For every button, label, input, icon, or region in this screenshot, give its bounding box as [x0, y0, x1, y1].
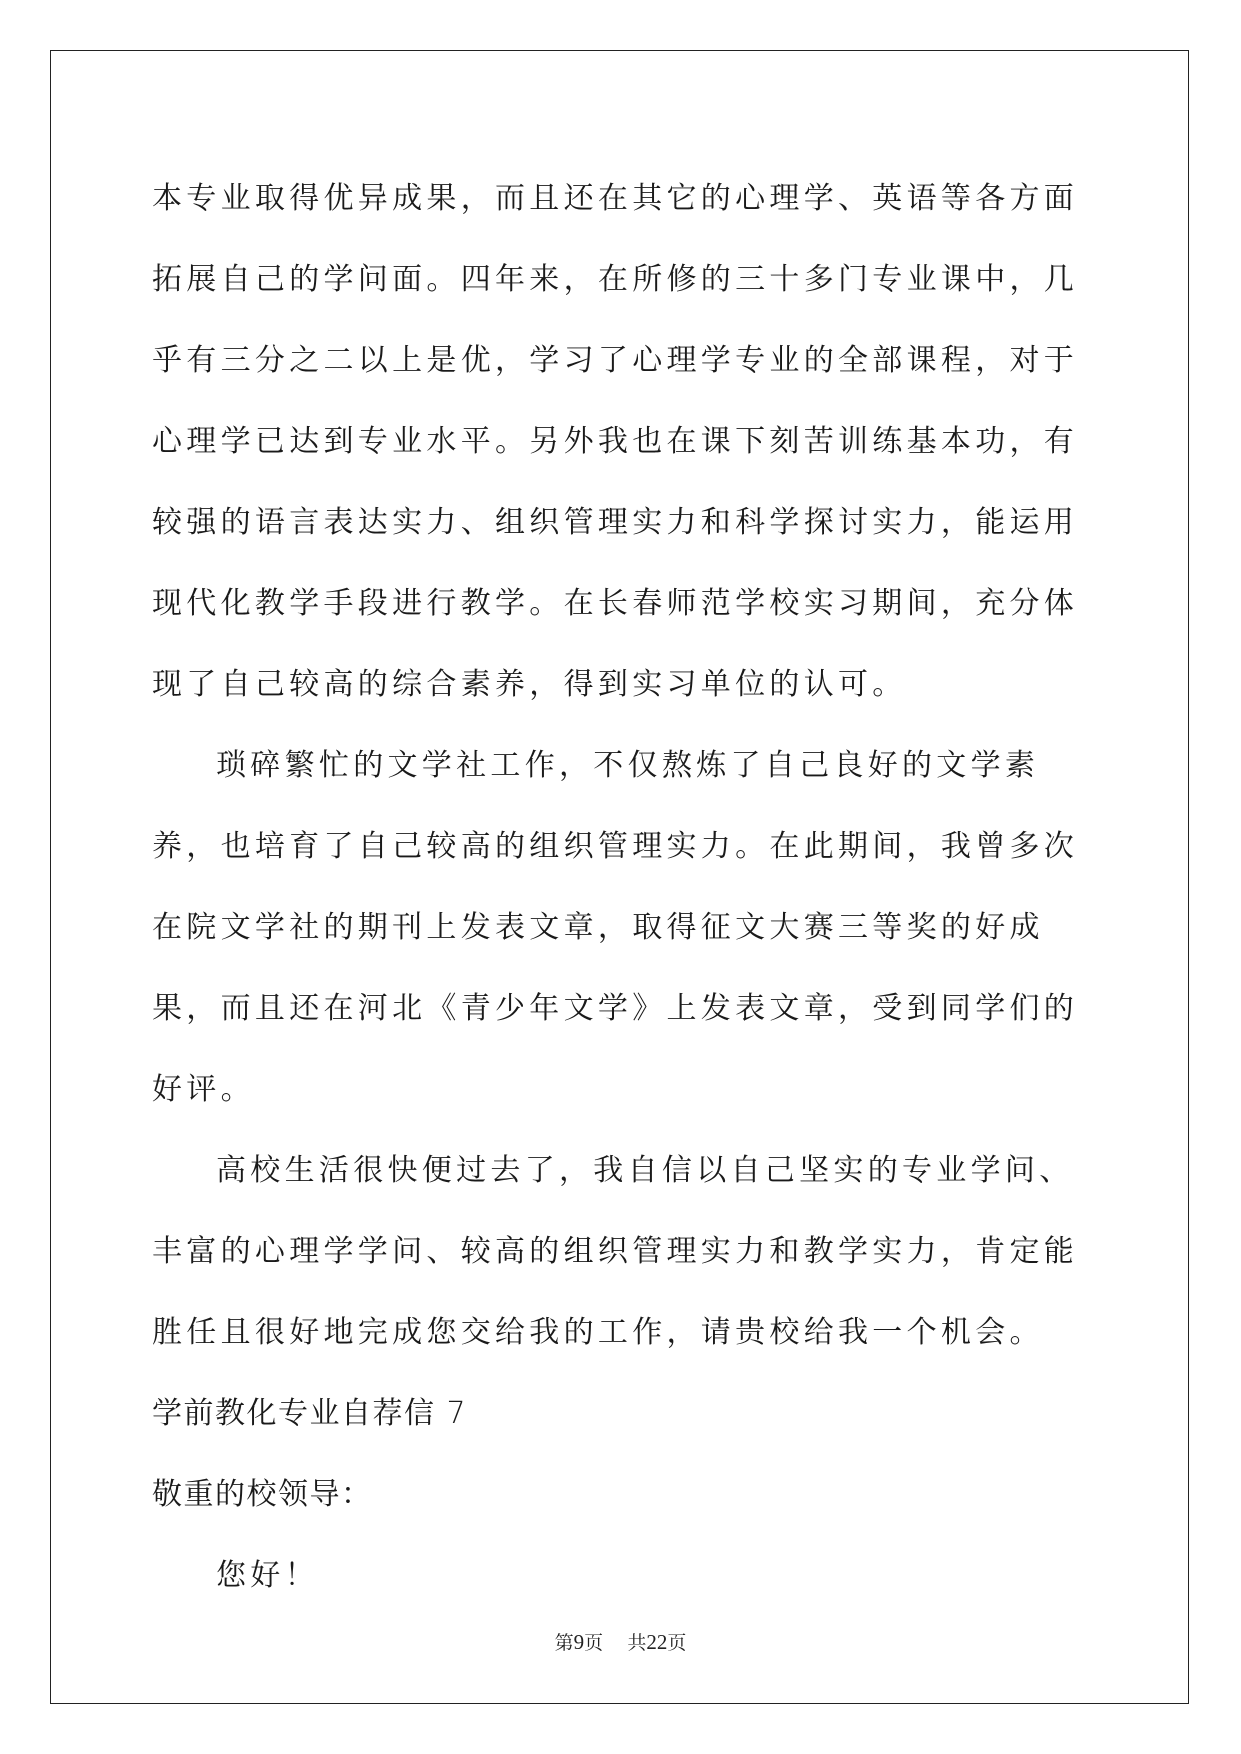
salutation: 敬重的校领导：: [152, 1477, 373, 1512]
document-body: [152, 158, 1092, 1616]
footer-total-suffix: 页: [667, 1632, 687, 1654]
paragraph-academic-achievements: 本专业取得优异成果，而且还在其它的心理学、英语等各方面拓展自己的学问面。四年来，在所修的三十多门专业课中，几乎有三分之二以上是优，学习了心理学专业的全部课程，对于心理学已达到专业水平。另外我也在课下刻苦训练基本功，有较强的语言表达实力、组织管理实力和科学探讨实力，能运用现代化教学手段进行教学。在长春师范学校实习期间，充分体现了自己较高的综合素养，得到实习单位的认可。: [152, 181, 1079, 702]
footer-page-suffix: 页: [584, 1632, 604, 1654]
section-title: 学前教化专业自荐信 7: [152, 1396, 468, 1431]
paragraph-closing-request: 高校生活很快便过去了，我自信以自己坚实的专业学问、丰富的心理学学问、较高的组织管理实力和教学实力，肯定能胜任且很好地完成您交给我的工作，请贵校给我一个机会。: [152, 1153, 1079, 1350]
footer-total-pages: 22: [646, 1630, 668, 1654]
paragraph-literary-society: 琐碎繁忙的文学社工作，不仅熬炼了自己良好的文学素养，也培育了自己较高的组织管理实力。在此期间，我曾多次在院文学社的期刊上发表文章，取得征文大赛三等奖的好成果，而且还在河北《青少年文学》上发表文章，受到同学们的好评。: [152, 748, 1079, 1107]
footer-page-number: 9: [573, 1630, 585, 1654]
footer-total-prefix: 共: [627, 1632, 647, 1654]
greeting: 您好！: [216, 1558, 319, 1593]
footer-prefix: 第: [554, 1632, 574, 1654]
page-footer: [0, 1628, 1241, 1655]
